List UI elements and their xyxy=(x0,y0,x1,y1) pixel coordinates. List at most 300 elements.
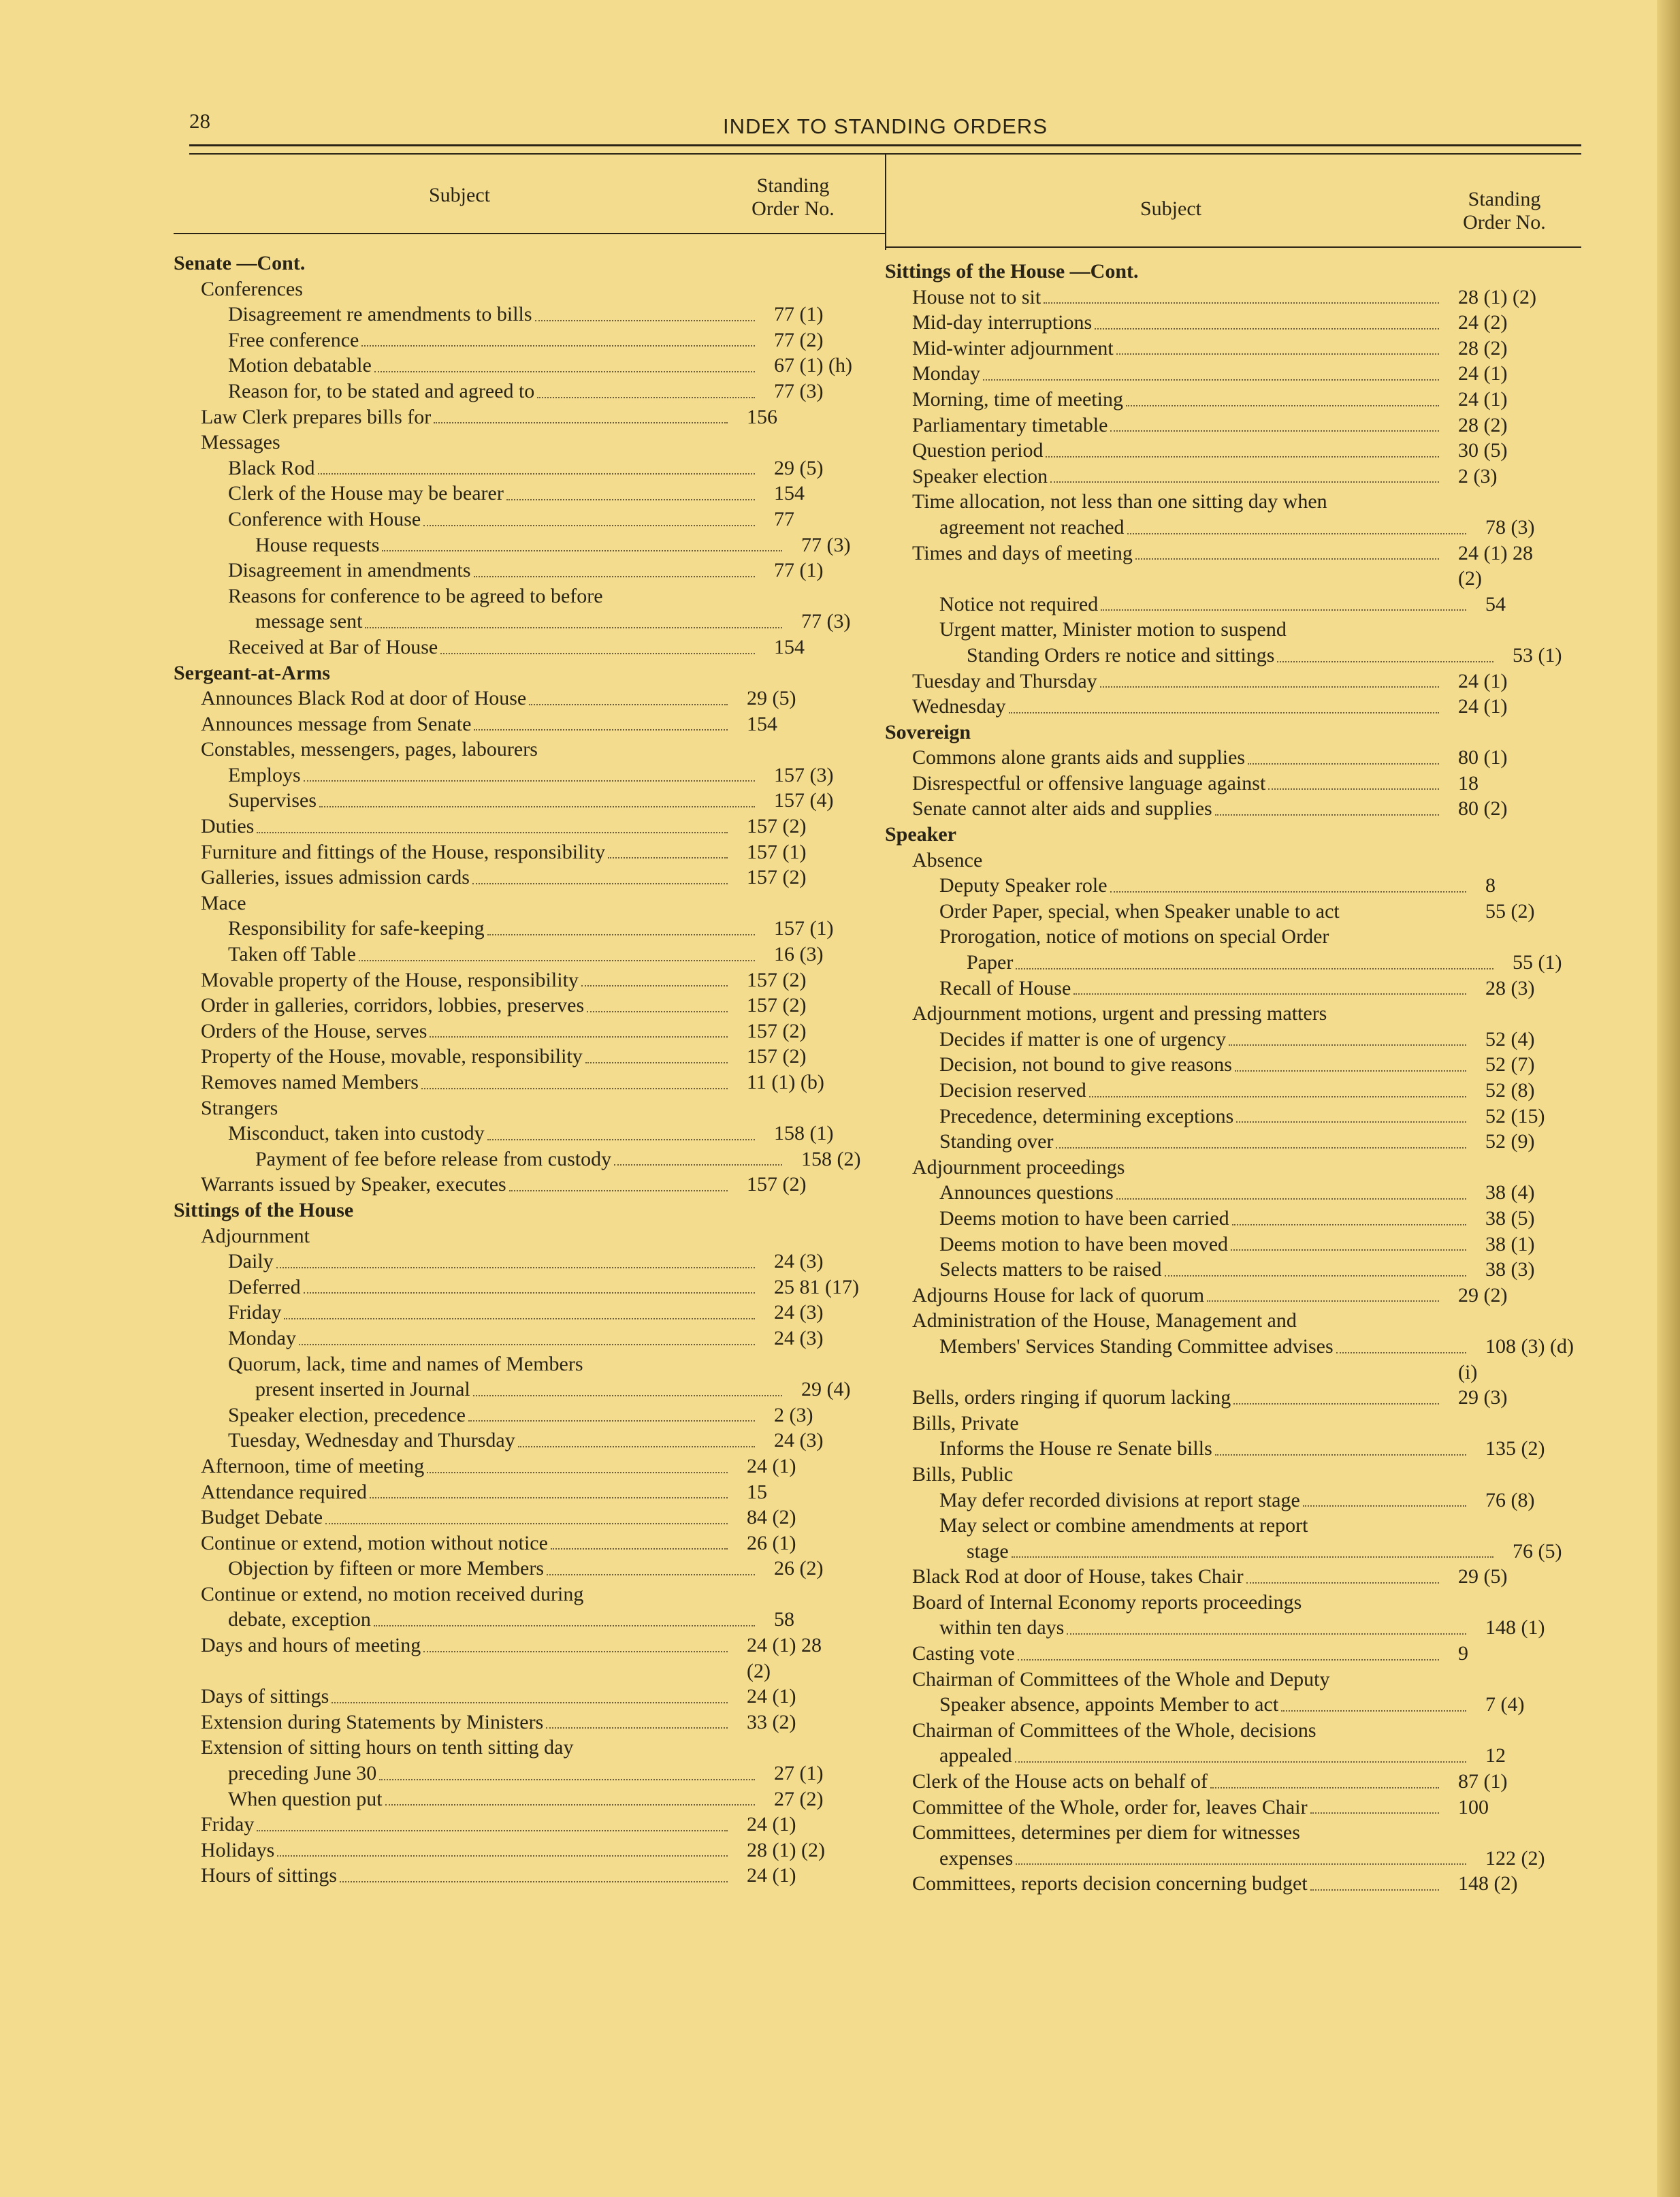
entry-subject-text: Selects matters to be raised xyxy=(939,1258,1162,1281)
entry-subject xyxy=(174,1019,732,1044)
entry-subject-text: Bills, Private xyxy=(912,1411,1019,1434)
index-entry xyxy=(174,1172,854,1198)
index-entry xyxy=(885,771,1566,797)
index-entry xyxy=(174,763,854,788)
entry-order-number: 24 (1) xyxy=(1458,387,1508,411)
index-entry xyxy=(174,839,854,865)
entry-subject-text: Wednesday xyxy=(912,695,1006,718)
dot-leader xyxy=(361,345,755,347)
index-entry xyxy=(174,737,854,763)
entry-subject xyxy=(174,711,732,737)
index-entry xyxy=(174,1684,854,1710)
entry-order-number: 26 (2) xyxy=(774,1557,824,1580)
entry-order-number: 52 (8) xyxy=(1485,1079,1535,1102)
entry-subject-text: Paper xyxy=(967,951,1014,974)
entry-subject-text: Employs xyxy=(228,763,301,786)
index-entry xyxy=(174,1223,854,1249)
entry-subject xyxy=(174,635,759,660)
index-entry xyxy=(174,891,854,916)
index-entry xyxy=(174,1761,854,1786)
index-entry xyxy=(885,1436,1566,1462)
index-entry xyxy=(174,609,854,635)
dot-leader xyxy=(1235,1070,1466,1072)
index-entry xyxy=(174,1402,854,1428)
entry-order-number: 157 (2) xyxy=(747,1045,807,1068)
dot-leader xyxy=(509,1190,728,1191)
entry-subject xyxy=(174,558,759,583)
dot-leader xyxy=(340,1881,728,1882)
dot-leader xyxy=(614,1164,782,1166)
index-entry xyxy=(174,558,854,583)
index-entry xyxy=(885,1206,1566,1232)
dot-leader xyxy=(1236,1121,1466,1123)
entry-subject-text: Reasons for conference to be agreed to before xyxy=(228,584,603,607)
entry-order-number: 24 (3) xyxy=(774,1301,824,1324)
dot-leader xyxy=(257,1830,728,1831)
dot-leader xyxy=(1303,1505,1466,1507)
index-entry xyxy=(885,1769,1566,1795)
right-entries xyxy=(885,259,1574,1897)
entry-order-number: 100 xyxy=(1458,1795,1489,1818)
entry-subject xyxy=(174,737,732,763)
entry-subject-text: House not to sit xyxy=(912,285,1041,308)
index-entry xyxy=(885,361,1566,387)
entry-subject xyxy=(174,430,732,455)
entry-subject xyxy=(174,1556,759,1582)
index-entry xyxy=(885,1795,1566,1821)
index-entry xyxy=(174,1838,854,1863)
dot-leader xyxy=(1116,353,1439,355)
index-entry xyxy=(885,387,1566,413)
entry-subject-text: Standing Orders re notice and sittings xyxy=(967,643,1275,667)
entry-subject xyxy=(885,643,1498,669)
index-entry xyxy=(174,993,854,1019)
index-entry xyxy=(174,1556,854,1582)
entry-subject-text: Sittings of the House xyxy=(174,1198,354,1221)
entry-subject xyxy=(174,686,732,711)
index-entry xyxy=(885,310,1566,336)
index-entry xyxy=(885,1283,1566,1309)
entry-subject-text: Property of the House, movable, responsibility xyxy=(201,1045,583,1068)
index-entry xyxy=(174,430,854,455)
right-column-header xyxy=(885,184,1566,246)
entry-subject-text: House requests xyxy=(255,533,380,556)
entry-subject-text: Movable property of the House, responsibility xyxy=(201,968,579,991)
dot-leader xyxy=(1281,1710,1466,1712)
index-entry xyxy=(885,592,1566,618)
index-entry xyxy=(174,1121,854,1146)
entry-subject-text: Deputy Speaker role xyxy=(939,874,1108,897)
dot-leader xyxy=(325,1523,728,1524)
entry-order-number: 53 (1) xyxy=(1513,643,1562,667)
entry-subject xyxy=(174,1070,732,1095)
entry-subject xyxy=(885,413,1443,438)
entry-order-number: 15 xyxy=(747,1480,767,1503)
entry-subject xyxy=(174,1786,759,1812)
dot-leader xyxy=(319,806,755,807)
entry-subject-text: Mid-winter adjournment xyxy=(912,336,1114,359)
entry-order-number: 135 (2) xyxy=(1485,1437,1545,1460)
entry-order-number: 9 xyxy=(1458,1642,1468,1665)
dot-leader xyxy=(284,1318,755,1319)
dot-leader xyxy=(277,1855,728,1857)
entry-subject xyxy=(174,1684,732,1710)
index-entry xyxy=(885,1232,1566,1257)
entry-subject-text: Disagreement in amendments xyxy=(228,559,471,582)
entry-subject-text: Committees, reports decision concerning budget xyxy=(912,1872,1308,1895)
index-entry xyxy=(885,541,1566,566)
dot-leader xyxy=(537,397,755,398)
right-column xyxy=(885,184,1574,1895)
entry-subject-text: Decides if matter is one of urgency xyxy=(939,1027,1226,1051)
index-entry xyxy=(174,942,854,967)
entry-subject-text: Continue or extend, motion without notice xyxy=(201,1531,548,1554)
entry-subject-text: Strangers xyxy=(201,1096,278,1119)
entry-subject-text: Members' Services Standing Committee advises xyxy=(939,1334,1334,1358)
dot-leader xyxy=(1126,405,1439,406)
entry-subject-text: Conference with House xyxy=(228,507,421,530)
index-entry xyxy=(174,455,854,481)
page-number: 28 xyxy=(189,109,210,133)
dot-leader xyxy=(581,985,728,987)
dot-leader xyxy=(423,525,755,526)
index-entry xyxy=(174,1019,854,1044)
subject-heading: Subject xyxy=(1140,197,1201,220)
standing-order-heading xyxy=(732,174,854,221)
index-entry xyxy=(174,711,854,737)
dot-leader xyxy=(1056,1147,1466,1149)
index-entry xyxy=(174,1300,854,1326)
entry-subject-text: Announces questions xyxy=(939,1181,1114,1204)
entry-order-number: 148 (1) xyxy=(1485,1616,1545,1639)
dot-leader xyxy=(1232,1224,1466,1225)
index-entry xyxy=(174,302,854,327)
index-entry xyxy=(885,873,1566,899)
dot-leader xyxy=(1207,1300,1439,1302)
entry-subject-text: Quorum, lack, time and names of Members xyxy=(228,1352,583,1375)
entry-subject xyxy=(885,592,1470,618)
index-entry xyxy=(885,1871,1566,1897)
entry-subject-text: May defer recorded divisions at report stage xyxy=(939,1488,1300,1511)
entry-subject-text: Constables, messengers, pages, labourers xyxy=(201,738,538,761)
index-entry xyxy=(885,1180,1566,1206)
entry-subject-text: Disrespectful or offensive language against xyxy=(912,771,1266,795)
entry-order-number: 157 (1) xyxy=(747,840,807,863)
index-entry xyxy=(174,788,854,814)
entry-order-number: 28 (2) xyxy=(1458,413,1508,436)
index-entry xyxy=(885,1539,1566,1565)
dot-leader xyxy=(359,960,755,961)
entry-order-number: 77 (1) xyxy=(774,303,824,326)
entry-subject-text: Duties xyxy=(201,815,255,838)
dot-leader xyxy=(379,1779,755,1780)
dot-leader xyxy=(474,576,755,577)
entry-subject-text: Monday xyxy=(912,362,980,385)
index-entry xyxy=(174,1505,854,1530)
dot-leader xyxy=(1233,1403,1439,1405)
entry-order-number: 29 (2) xyxy=(1458,1283,1508,1306)
entry-order-number: 52 (9) xyxy=(1485,1130,1535,1153)
entry-order-number: 24 (1) xyxy=(1458,695,1508,718)
entry-subject-text: Clerk of the House may be bearer xyxy=(228,482,504,505)
entry-subject xyxy=(885,771,1443,797)
entry-subject xyxy=(885,1308,1443,1334)
entry-order-number: 29 (3) xyxy=(1458,1386,1508,1409)
entry-subject-text: Warrants issued by Speaker, executes xyxy=(201,1173,506,1196)
index-entry xyxy=(174,507,854,532)
entry-subject-text: Speaker election xyxy=(912,464,1048,487)
entry-subject-text: Speaker election, precedence xyxy=(228,1403,466,1426)
entry-subject-text: Senate —Cont. xyxy=(174,252,306,274)
entry-subject xyxy=(174,839,732,865)
entry-subject xyxy=(174,1044,732,1070)
dot-leader xyxy=(529,704,728,705)
dot-leader xyxy=(374,1625,755,1626)
entry-subject xyxy=(885,1539,1498,1565)
index-entry xyxy=(885,1129,1566,1155)
entry-subject xyxy=(174,1735,732,1761)
index-entry xyxy=(885,1846,1566,1872)
index-entry xyxy=(174,532,854,558)
entry-order-number: 158 (2) xyxy=(801,1147,861,1170)
entry-subject-text: Announces message from Senate xyxy=(201,712,472,735)
index-entry xyxy=(885,1615,1566,1641)
index-entry xyxy=(885,976,1566,1001)
entry-order-number: 157 (2) xyxy=(747,1173,807,1196)
entry-subject-text: Bells, orders ringing if quorum lacking xyxy=(912,1386,1231,1409)
entry-subject xyxy=(174,1300,759,1326)
dot-leader xyxy=(1135,558,1439,560)
index-entry xyxy=(885,566,1566,592)
entry-subject-text: Furniture and fittings of the House, responsibility xyxy=(201,840,606,863)
entry-order-number: 16 (3) xyxy=(774,943,824,966)
index-entry xyxy=(885,413,1566,438)
entry-subject-text: Black Rod xyxy=(228,456,315,479)
dot-leader xyxy=(1016,968,1493,969)
index-entry xyxy=(174,353,854,379)
entry-order-number: 156 xyxy=(747,405,777,428)
entry-order-number: 77 (3) xyxy=(774,379,824,402)
dot-leader xyxy=(608,857,728,859)
entry-order-number: 52 (4) xyxy=(1485,1027,1535,1051)
entry-order-number: 24 (1) xyxy=(1458,669,1508,692)
dot-leader xyxy=(257,832,728,833)
entry-order-number: 55 (2) xyxy=(1485,899,1535,923)
index-entry xyxy=(885,336,1566,362)
entry-subject xyxy=(885,310,1443,336)
dot-leader xyxy=(1100,686,1439,688)
index-entry xyxy=(885,924,1566,950)
dot-leader xyxy=(304,780,755,782)
entry-order-number: 80 (1) xyxy=(1458,746,1508,769)
entry-subject xyxy=(885,361,1443,387)
dot-leader xyxy=(1015,1761,1466,1763)
dot-leader xyxy=(474,729,728,731)
entry-subject-text: Extension during Statements by Ministers xyxy=(201,1710,544,1733)
index-entry xyxy=(174,1607,854,1633)
dot-leader xyxy=(1277,661,1493,662)
index-entry xyxy=(885,1667,1566,1693)
entry-subject xyxy=(885,1667,1443,1693)
entry-order-number: 77 (3) xyxy=(801,533,851,556)
entry-subject xyxy=(174,1633,732,1658)
dot-leader xyxy=(518,1446,755,1447)
entry-order-number: 52 (15) xyxy=(1485,1104,1545,1127)
entry-subject xyxy=(174,1249,759,1274)
page-edge xyxy=(1657,0,1680,2197)
entry-order-number: 52 (7) xyxy=(1485,1053,1535,1076)
entry-order-number: 58 xyxy=(774,1608,794,1631)
index-entry xyxy=(885,464,1566,490)
entry-subject-text: Days and hours of meeting xyxy=(201,1634,421,1657)
dot-leader xyxy=(1215,814,1439,816)
dot-leader xyxy=(1336,1352,1466,1353)
index-entry xyxy=(174,967,854,993)
index-entry xyxy=(885,1052,1566,1078)
entry-subject xyxy=(885,720,1416,745)
index-entry xyxy=(885,1257,1566,1283)
left-column xyxy=(174,170,861,1887)
index-entry xyxy=(174,1710,854,1735)
left-column-head-rule xyxy=(174,233,885,234)
index-entry xyxy=(174,1274,859,1300)
entry-subject xyxy=(174,507,759,532)
entry-subject-text: Question period xyxy=(912,439,1044,462)
running-title: INDEX TO STANDING ORDERS xyxy=(722,114,1048,138)
entry-subject-text: Prorogation, notice of motions on special Order xyxy=(939,925,1329,948)
entry-subject xyxy=(174,1351,759,1377)
entry-subject-text: Budget Debate xyxy=(201,1506,323,1529)
index-entry xyxy=(174,1786,854,1812)
dot-leader xyxy=(1110,430,1439,432)
index-entry xyxy=(174,1146,861,1172)
entry-subject-text: appealed xyxy=(939,1744,1012,1767)
entry-subject xyxy=(174,1582,732,1607)
entry-subject-text: message sent xyxy=(255,610,363,633)
entry-subject-text: Daily xyxy=(228,1250,274,1273)
entry-subject-text: Chairman of Committees of the Whole and Deputy xyxy=(912,1667,1330,1690)
entry-subject xyxy=(885,617,1470,643)
dot-leader xyxy=(487,934,755,935)
entry-subject-text: agreement not reached xyxy=(939,515,1125,539)
dot-leader xyxy=(423,1651,728,1652)
dot-leader xyxy=(1095,328,1439,330)
entry-subject xyxy=(174,891,732,916)
entry-order-number: 157 (2) xyxy=(747,866,807,889)
entry-subject xyxy=(885,899,1470,925)
entry-subject-text: Afternoon, time of meeting xyxy=(201,1454,425,1477)
dot-leader xyxy=(440,653,755,654)
entry-subject xyxy=(885,259,1416,285)
index-entry xyxy=(174,1812,854,1838)
entry-subject-text: Order in galleries, corridors, lobbies, preserves xyxy=(201,994,585,1017)
index-entry xyxy=(885,1462,1566,1488)
entry-order-number: 24 (1) 28 xyxy=(747,1634,822,1657)
entry-subject-text: Tuesday and Thursday xyxy=(912,669,1097,692)
index-entry xyxy=(885,617,1566,643)
entry-order-number: 30 (5) xyxy=(1458,439,1508,462)
index-entry xyxy=(885,1488,1566,1513)
entry-subject xyxy=(885,1820,1443,1846)
index-entry xyxy=(174,1249,854,1274)
entry-subject-text: Precedence, determining exceptions xyxy=(939,1104,1234,1127)
dot-leader xyxy=(1073,993,1466,995)
entry-order-number: 77 xyxy=(774,507,794,530)
dot-leader xyxy=(1210,1787,1439,1789)
entry-order-number: 77 (2) xyxy=(774,328,824,351)
entry-subject xyxy=(885,1692,1470,1718)
entry-subject xyxy=(174,379,759,404)
index-entry xyxy=(174,1351,854,1377)
entry-subject xyxy=(174,1172,732,1198)
index-entry xyxy=(885,643,1566,669)
entry-subject xyxy=(174,1863,732,1889)
index-heading xyxy=(885,822,1566,848)
entry-order-number: 77 (1) xyxy=(774,559,824,582)
index-entry xyxy=(174,916,854,942)
entry-subject xyxy=(885,848,1443,873)
dot-leader xyxy=(365,627,782,628)
entry-subject-text: Urgent matter, Minister motion to suspend xyxy=(939,618,1287,641)
entry-order-number: 122 (2) xyxy=(1485,1846,1545,1870)
entry-subject-text: Morning, time of meeting xyxy=(912,387,1123,411)
dot-leader xyxy=(1231,1249,1466,1251)
entry-subject-text: Received at Bar of House xyxy=(228,635,438,658)
entry-subject xyxy=(885,1436,1470,1462)
dot-leader xyxy=(551,1548,728,1550)
dot-leader xyxy=(1050,481,1439,483)
entry-subject xyxy=(174,1428,759,1454)
dot-leader xyxy=(1248,763,1439,765)
entry-subject xyxy=(174,481,759,507)
dot-leader xyxy=(1310,1889,1439,1891)
index-entry xyxy=(885,694,1566,720)
index-entry xyxy=(885,438,1566,464)
index-entry xyxy=(174,1326,854,1351)
index-entry xyxy=(885,899,1566,925)
entry-order-number: 157 (4) xyxy=(774,789,834,812)
entry-subject xyxy=(174,1146,786,1172)
dot-leader xyxy=(468,1420,755,1422)
entry-order-number: 55 (1) xyxy=(1513,951,1562,974)
entry-subject-text: Deems motion to have been carried xyxy=(939,1206,1229,1230)
dot-leader xyxy=(1127,533,1466,534)
entry-subject xyxy=(885,1078,1470,1104)
index-entry xyxy=(885,1308,1566,1334)
index-entry xyxy=(885,1692,1566,1718)
entry-order-number: 29 (5) xyxy=(774,456,824,479)
standing-order-heading-line2: Order No. xyxy=(752,197,835,220)
entry-order-number: 76 (5) xyxy=(1513,1539,1562,1562)
index-entry xyxy=(174,583,854,609)
entry-subject-text: Tuesday, Wednesday and Thursday xyxy=(228,1429,515,1452)
entry-order-number: 24 (1) xyxy=(747,1864,796,1887)
entry-subject-text: Law Clerk prepares bills for xyxy=(201,405,432,428)
index-entry xyxy=(885,1718,1566,1744)
entry-subject-text: Objection by fifteen or more Members xyxy=(228,1557,545,1580)
entry-subject-text: Adjournment proceedings xyxy=(912,1155,1125,1178)
entry-subject xyxy=(174,251,705,276)
index-entry xyxy=(174,1582,854,1607)
entry-order-number: 24 (3) xyxy=(774,1326,824,1349)
dot-leader xyxy=(430,1036,728,1038)
entry-subject-text: May select or combine amendments at report xyxy=(939,1514,1308,1537)
entry-subject xyxy=(885,694,1443,720)
entry-subject-text: Continue or extend, no motion received during xyxy=(201,1582,584,1605)
entry-order-number: 24 (1) xyxy=(747,1813,796,1836)
right-column-head-rule xyxy=(885,246,1581,248)
entry-subject xyxy=(174,763,759,788)
